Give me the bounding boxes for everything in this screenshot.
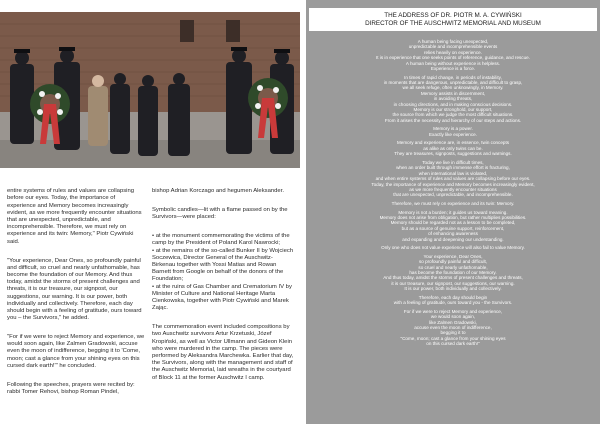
- paragraph: "For if we were to reject Memory and experience, we would soon again, like Zalmen Gradowski, accuse even the moon of indifference, begging it to 'Come, moon; cast a glance from your shining eyes on this cursed dark earth!'" he concluded.: [7, 334, 145, 369]
- paragraph: Symbolic candles—lit with a flame passed on by the Survivors—were placed:: [152, 207, 288, 221]
- speech-text: [314, 39, 592, 419]
- stanza: Memory and experience are, in essence, twin concepts as alike as only twins can be. They are treasures, signposts, suggestions and warnings.: [394, 140, 512, 157]
- paragraph: bishop Adrian Korczago and hegumen Aleksander.: [152, 188, 284, 195]
- paragraph: The commemoration event included compositions by two Auschwitz survivors Artur Krzetuski, Józef Kropiński, as well as Victor Ullmann and Gideon Klein who were murdered in the camp. The pieces were performed by Aleksandra Marchewka. Earlier that day, the Survivors, along with the management and staff of the Auschwitz Memorial, laid wreaths in the courtyard of Block 11 at the former Auschwitz I camp.: [152, 324, 294, 381]
- right-page: [306, 0, 600, 424]
- stanza: Today we live in difficult times, when an order built through immense effort is fracturing, when international law is violated, and when entire systems of rules and values are collapsing before our eyes. Today, the importance of experience and Memory becomes increasingly evident, as we more frequently encounter situations that are unexpected, unpredictable, and incomprehensible.: [371, 159, 535, 198]
- stanza: In times of rapid change, in periods of instability, in moments that are dangerous, unpredictable, and difficult to grasp, we all seek refuge, often unknowingly, in Memory. Memory assists in discernment, in avoiding threats, in choosing directions, and in making conscious decisions. Memory is our stronghold, our support, the source from which we judge the most difficult situations. From it arises the necessity and hierarchy of our steps and actions.: [383, 74, 523, 123]
- stanza: For if we were to reject Memory and experience, we would soon again, like Zalmen Gradowski, accuse even the moon of indifference, begging it to "Come, moon; cast a glance from your shining eyes on this cursed dark earth!": [400, 308, 506, 347]
- paragraph: "Your experience, Dear Ones, so profoundly painful and difficult, so cruel and nearly unfathomable, has become the foundation of our Memory. And thus today, amidst the storms of present challenges and threats, it is our treasure, our signpost, our suggestions, our warning. It is our power, both individually and collectively. Therefore, each day should begin with a feeling of gratitude, ours toward you – the Survivors," he added.: [7, 257, 142, 322]
- address-title: [309, 12, 597, 27]
- address-header: [309, 8, 597, 31]
- address-title-line1: THE ADDRESS OF DR. PIOTR M. A. CYWIŃSKI: [384, 12, 522, 19]
- address-title-line2: DIRECTOR OF THE AUSCHWITZ MEMORIAL AND MUSEUM: [365, 19, 541, 27]
- article-column-left: [7, 181, 145, 421]
- stanza: A human being facing unexpected, unpredictable and incomprehensible events relies heavily on experience. It is in experience that one seeks points of reference, guidance, and rescue. A human being without experience is helpless. Experience is a force.: [376, 39, 530, 72]
- stanza: Your experience, Dear Ones, so profoundly painful and difficult, so cruel and nearly unfathomable, has become the foundation of our Memory. And thus today, amidst the storms of present challenges and threats, it is our treasure, our signpost, our suggestions, our warning. It is our power, both individually and collectively.: [383, 253, 523, 292]
- memorial-ceremony-photo: [0, 12, 300, 168]
- stanza: Memory is not a burden; it guides us toward meaning. Memory does not arise from obligation, but rather multiplies possibilities. Memory should be regarded not as a lesson to be completed, but as a source of genuine support, reinforcement, of enhancing awareness and expanding and deepening our understanding.: [379, 209, 527, 242]
- stanza: Memory is a power. Exactly like experience.: [428, 126, 477, 137]
- paragraph: entire systems of rules and values are collapsing before our eyes. Today, the importance of experience and Memory becomes increasingly evident, as we more frequently encounter situations that are unexpected, unpredictable, and incomprehensible. Therefore, we must rely on experience and its twin: Memory," Piotr Cywiński said.: [7, 188, 142, 245]
- stanza: Therefore, we must rely on experience and its twin: Memory.: [391, 200, 515, 206]
- article-column-right: [152, 181, 294, 421]
- paragraph: • at the monument commemorating the victims of the camp by the President of Poland Karol Nawrocki; • at the remains of the so-called Bunker II by Wojciech Soczewica, Director General of the Auschwitz-Birkenau together with Yossi Matias and Rowan Barnett from Google on behalf of the donors of the Foundation; • at the ruins of Gas Chamber and Crematorium IV by Minister of Culture and National Heritage Marta Cienkowska, together with Piotr Cywiński and Marek Zając.: [152, 233, 294, 312]
- paragraph: Following the speeches, prayers were recited by: rabbi Tomer Rehovi, bishop Roman Pindel,: [7, 381, 135, 395]
- stanza: Only one who does not value experience will also fail to value Memory.: [381, 245, 525, 251]
- stanza: Therefore, each day should begin with a feeling of gratitude, ours toward you - the Survivors.: [393, 294, 513, 306]
